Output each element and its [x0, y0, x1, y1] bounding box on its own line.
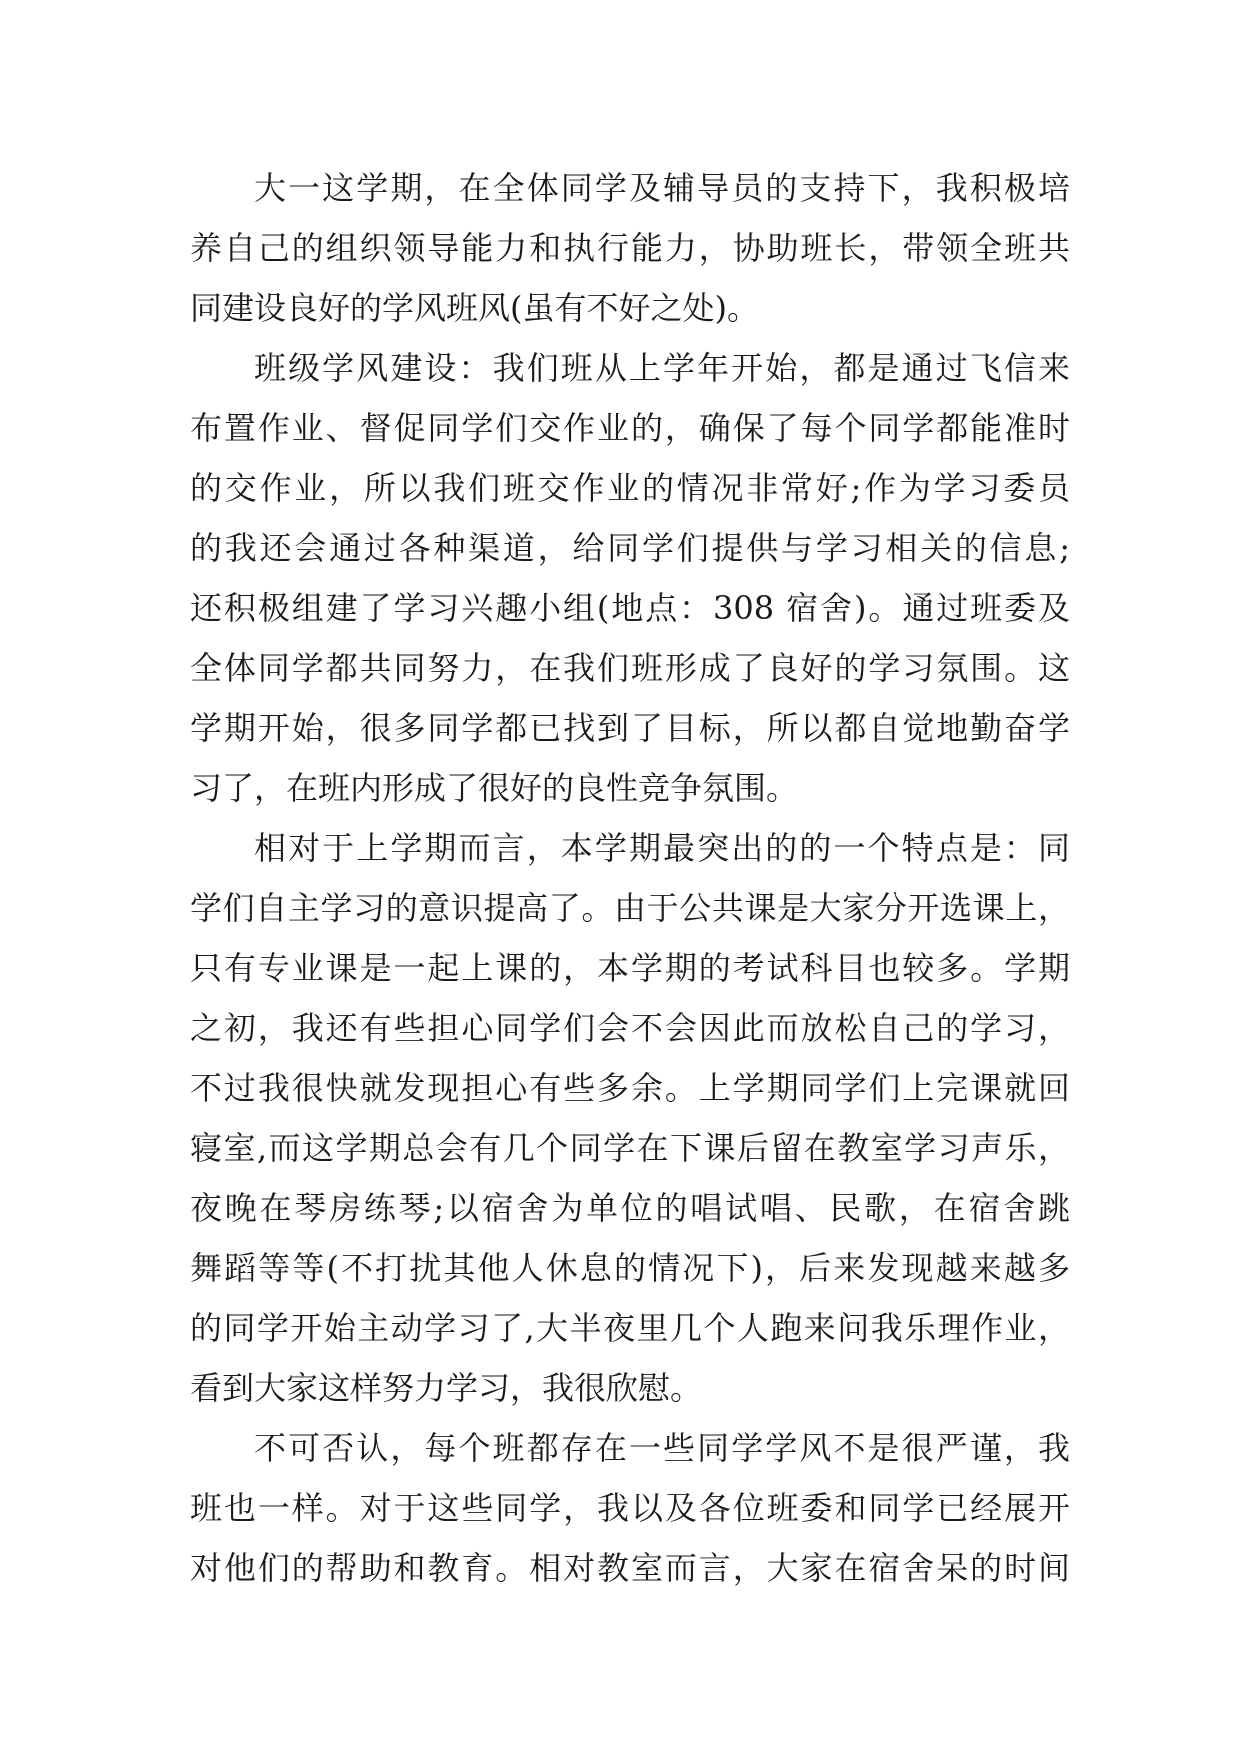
- text-line: 班也一样。对于这些同学，我以及各位班委和同学已经展开: [190, 1489, 1070, 1527]
- text-line: 相对于上学期而言，本学期最突出的的一个特点是：同: [254, 829, 1070, 867]
- text-line: 大一这学期，在全体同学及辅导员的支持下，我积极培: [254, 169, 1070, 207]
- paragraph-1: [190, 158, 1070, 338]
- text-line: 养自己的组织领导能力和执行能力，协助班长，带领全班共: [190, 229, 1070, 267]
- text-line: 的我还会通过各种渠道，给同学们提供与学习相关的信息;: [190, 529, 1070, 567]
- text-line: 布置作业、督促同学们交作业的，确保了每个同学都能准时: [190, 409, 1070, 447]
- text-line: 学们自主学习的意识提高了。由于公共课是大家分开选课上，: [190, 889, 1070, 927]
- text-line: 的同学开始主动学习了,大半夜里几个人跑来问我乐理作业，: [190, 1309, 1070, 1347]
- paragraph-3: [190, 818, 1070, 1418]
- text-line: 寝室,而这学期总会有几个同学在下课后留在教室学习声乐，: [190, 1129, 1070, 1167]
- text-line: 同建设良好的学风班风(虽有不好之处)。: [190, 289, 759, 327]
- paragraph-4: [190, 1418, 1070, 1598]
- text-line: 全体同学都共同努力，在我们班形成了良好的学习氛围。这: [190, 649, 1070, 687]
- document-body: [190, 158, 1070, 1598]
- text-line: 还积极组建了学习兴趣小组(地点：308 宿舍)。通过班委及: [190, 589, 1070, 627]
- text-line: 看到大家这样努力学习，我很欣慰。: [190, 1369, 703, 1407]
- text-line: 学期开始，很多同学都已找到了目标，所以都自觉地勤奋学: [190, 709, 1070, 747]
- text-line: 只有专业课是一起上课的，本学期的考试科目也较多。学期: [190, 949, 1070, 987]
- text-line: 不可否认，每个班都存在一些同学学风不是很严谨，我: [254, 1429, 1070, 1467]
- text-line: 对他们的帮助和教育。相对教室而言，大家在宿舍呆的时间: [190, 1549, 1070, 1587]
- text-line: 的交作业，所以我们班交作业的情况非常好;作为学习委员: [190, 469, 1070, 507]
- text-line: 班级学风建设：我们班从上学年开始，都是通过飞信来: [254, 349, 1070, 387]
- text-line: 不过我很快就发现担心有些多余。上学期同学们上完课就回: [190, 1069, 1070, 1107]
- paragraph-2: [190, 338, 1070, 818]
- text-line: 舞蹈等等(不打扰其他人休息的情况下)，后来发现越来越多: [190, 1249, 1070, 1287]
- text-line: 之初，我还有些担心同学们会不会因此而放松自己的学习，: [190, 1009, 1070, 1047]
- text-line: 习了，在班内形成了很好的良性竞争氛围。: [190, 769, 799, 807]
- text-line: 夜晚在琴房练琴;以宿舍为单位的唱试唱、民歌，在宿舍跳: [190, 1189, 1070, 1227]
